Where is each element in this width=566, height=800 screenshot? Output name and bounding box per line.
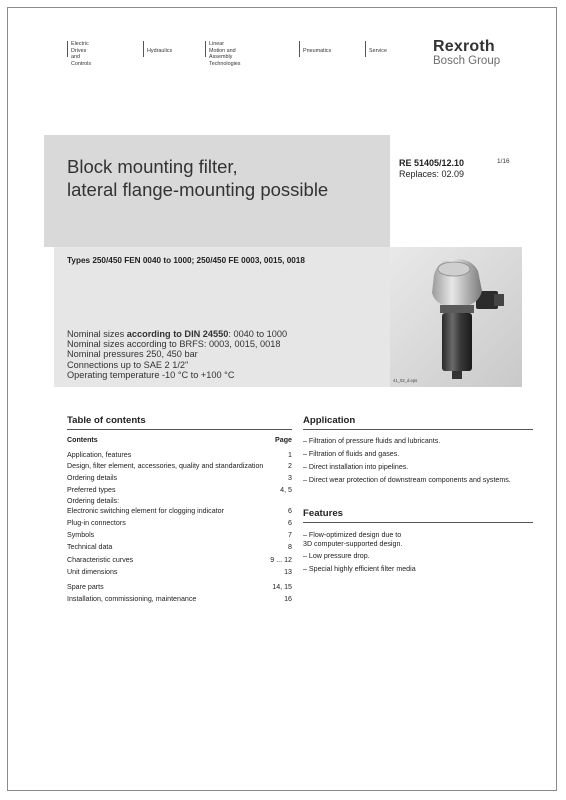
application-rule bbox=[303, 429, 533, 430]
toc-row-page: 8 bbox=[288, 543, 292, 551]
rexroth-logo bbox=[433, 38, 513, 67]
page-title bbox=[67, 155, 328, 201]
features-rule bbox=[303, 522, 533, 523]
spec-temperature: Operating temperature -10 °C to +100 °C bbox=[67, 369, 235, 380]
toc-row-page: 7 bbox=[288, 531, 292, 539]
logo-group: Bosch Group bbox=[433, 55, 501, 67]
toc-row[interactable] bbox=[67, 486, 292, 495]
document-replaces: Replaces: 02.09 bbox=[399, 168, 465, 179]
toc-row-text: Ordering details: bbox=[67, 497, 120, 505]
toc-row-text: Plug-in connectors bbox=[67, 519, 126, 527]
spec-bold: according to DIN 24550 bbox=[126, 329, 229, 339]
toc-row-text: Electronic switching element for clogging indicator bbox=[67, 507, 224, 515]
toc-row-page: 14, 15 bbox=[272, 583, 292, 591]
application-heading: Application bbox=[303, 415, 356, 426]
toc-row-page: 6 bbox=[288, 519, 292, 527]
toc-row-page: 2 bbox=[288, 462, 292, 470]
spec-prefix: Nominal sizes bbox=[67, 329, 127, 339]
toc-row-page: 1 bbox=[288, 451, 292, 459]
page-frame bbox=[7, 7, 557, 791]
application-item: – Direct installation into pipelines. bbox=[303, 463, 409, 471]
spec-pressures: Nominal pressures 250, 450 bar bbox=[67, 349, 198, 360]
spec-connections: Connections up to SAE 2 1/2" bbox=[67, 359, 189, 370]
toc-row[interactable] bbox=[67, 543, 292, 552]
toc-row-text: Spare parts bbox=[67, 583, 104, 591]
toc-row-page: 13 bbox=[284, 568, 292, 576]
toc-col-page: Page bbox=[275, 436, 292, 444]
toc-row-text: Ordering details bbox=[67, 474, 118, 482]
toc-row-page: 4, 5 bbox=[280, 486, 292, 494]
toc-row[interactable] bbox=[67, 451, 292, 460]
toc-row[interactable] bbox=[67, 583, 292, 592]
page-number: 1/16 bbox=[497, 158, 510, 165]
product-photo bbox=[390, 247, 522, 387]
toc-col-contents: Contents bbox=[67, 436, 98, 444]
specifications bbox=[67, 329, 287, 380]
toc-row-text: Installation, commissioning, maintenance bbox=[67, 595, 197, 603]
title-line-2: lateral flange-mounting possible bbox=[67, 179, 329, 200]
spec-nominal-sizes-brfs: Nominal sizes according to BRFS: 0003, 0015, 0018 bbox=[67, 339, 281, 350]
title-line-1: Block mounting filter, bbox=[67, 156, 238, 177]
feature-item: – Flow-optimized design due to 3D computer-supported design. bbox=[303, 531, 403, 548]
toc-row[interactable] bbox=[67, 474, 292, 483]
application-item: – Direct wear protection of downstream components and systems. bbox=[303, 476, 511, 484]
toc-row[interactable] bbox=[67, 519, 292, 528]
toc-row-text: Characteristic curves bbox=[67, 556, 134, 564]
nav-service[interactable]: Service bbox=[365, 41, 387, 57]
toc-row[interactable] bbox=[67, 531, 292, 540]
toc-row-text: Design, filter element, accessories, quality and standardization bbox=[67, 462, 264, 470]
spec-nominal-sizes-din bbox=[67, 329, 287, 339]
toc-row-text: Application, features bbox=[67, 451, 132, 459]
toc-row-text: Technical data bbox=[67, 543, 113, 551]
document-reference bbox=[399, 158, 464, 179]
toc-row-text: Preferred types bbox=[67, 486, 116, 494]
nav-pneumatics[interactable]: Pneumatics bbox=[299, 41, 331, 57]
application-item: – Filtration of fluids and gases. bbox=[303, 450, 400, 458]
logo-brand: Rexroth bbox=[433, 38, 495, 55]
features-heading: Features bbox=[303, 508, 343, 519]
toc-row[interactable] bbox=[67, 556, 292, 565]
toc-row[interactable] bbox=[67, 568, 292, 577]
nav-hydraulics[interactable]: Hydraulics bbox=[143, 41, 172, 57]
photo-label: 41_02_d.eps bbox=[393, 378, 418, 383]
toc-row-page: 3 bbox=[288, 474, 292, 482]
nav-linear-motion[interactable]: Linear Motion and Assembly Technologies bbox=[205, 41, 240, 57]
spec-suffix: : 0040 to 1000 bbox=[228, 329, 288, 339]
document-number: RE 51405/12.10 bbox=[399, 158, 465, 168]
toc-row[interactable] bbox=[67, 507, 292, 516]
application-item: – Filtration of pressure fluids and lubricants. bbox=[303, 437, 441, 445]
toc-row-page: 9 ... 12 bbox=[270, 556, 292, 564]
toc-row-text: Unit dimensions bbox=[67, 568, 118, 576]
toc-heading: Table of contents bbox=[67, 415, 146, 426]
toc-row[interactable] bbox=[67, 595, 292, 604]
toc-header-row bbox=[67, 436, 292, 445]
toc-rule bbox=[67, 429, 292, 430]
toc-row-page: 6 bbox=[288, 507, 292, 515]
types-line: Types 250/450 FEN 0040 to 1000; 250/450 FE 0003, 0015, 0018 bbox=[67, 256, 305, 265]
filter-illustration bbox=[390, 247, 522, 387]
toc-row-page: 16 bbox=[284, 595, 292, 603]
nav-electric-drives[interactable]: Electric Drives and Controls bbox=[67, 41, 91, 57]
feature-item: – Low pressure drop. bbox=[303, 552, 370, 560]
feature-item: – Special highly efficient filter media bbox=[303, 565, 416, 573]
toc-row-text: Symbols bbox=[67, 531, 95, 539]
toc-row[interactable] bbox=[67, 497, 292, 506]
toc-row[interactable] bbox=[67, 462, 292, 471]
